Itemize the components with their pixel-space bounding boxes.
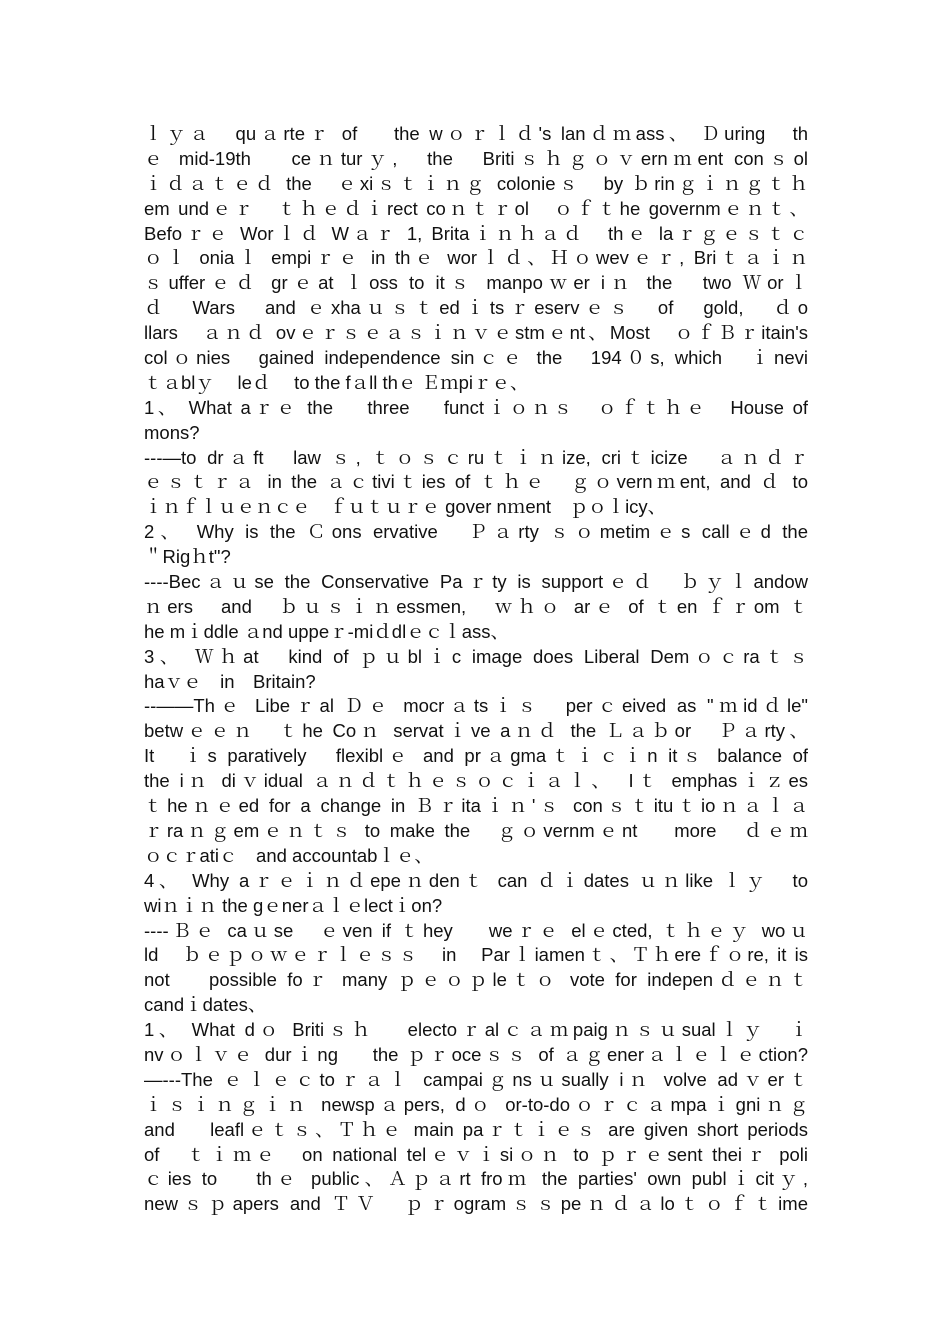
answer-3-line-4: the iｎ diｖidual ａｎｄｔｈｅｓｏｃｉａｌ、 Iｔ emphasｉｚes (144, 770, 808, 792)
answer-5-line-6: newｓｐapers and ＴＶ ｐｒogramｓｓpeｎｄａloｔｏｆｔime (144, 1193, 808, 1215)
text-line-2: ｅ mid-19th ceｎturｙ, the Britiｓｈｇｏｖernｍent conｓol (144, 147, 808, 169)
answer-3-line-6: ｒraｎｇemｅｎｔｓ to make the ｇｏvernmｅnt more ｄｅｍ (144, 819, 808, 841)
answer-3-line-5: ｔheｎｅed for a change in Ｂｒitaｉｎ'ｓ conｓｔituｔioｎａｌａ (144, 795, 808, 817)
text-line-3: ｉｄａｔｅｄ the ｅxiｓｔｉｎｇ colonieｓ by ｂrinｇｉｎｇｔｈ (144, 172, 808, 194)
question-3-line-2: haｖｅ in Britain? (144, 670, 316, 692)
answer-3-line-3: It ｉs paratively flexiblｅ and prａgmaｔｉｃｉn itｓ balance of (144, 745, 808, 767)
answer-3-line-7: ｏｃｒatiｃ and accountabｌｅ、 (144, 844, 433, 866)
text-line-9: llars ａｎｄ ovｅｒｓｅａｓｉｎｖｅstmｅnt、Most ｏｆＢｒitain's (144, 322, 808, 344)
text-line-8: ｄ Wars and ｅxhaｕｓｔedｉtsｒeservｅｓ of gold, ｄo (144, 297, 808, 319)
question-2-line-1: 2、 Why is the Ｃons ervative Ｐａrty ｓｏmetimｅs callｅd the (144, 521, 808, 543)
question-4-line-1: 4、 Why aｒｅｉｎｄepeｎdenｔ can ｄｉdates ｕｎlike ｌｙ to (144, 869, 808, 891)
text-line-6: ｏｌ oniaｌ empiｒｅ in thｅ worｌｄ、Ｈｏwevｅｒ, Briｔａｉｎ (144, 247, 808, 269)
answer-2-line-1: ----Becａｕse the Conservative Paｒty is supportｅｄ ｂｙｌandow (144, 571, 808, 593)
text-line-7: ｓufferｅｄ grｅat ｌoss to itｓ manpoｗer iｎ the two Ｗorｌ (144, 272, 808, 294)
answer-5-line-4: of ｔｉｍｅ on national telｅｖｉsiｏｎ to ｐｒｅsent theiｒ poli (144, 1143, 808, 1165)
answer-2-line-3: he mｉddle ａnd uppeｒ-miｄdlｅｃｌass、 (144, 620, 509, 642)
answer-3-line-2: betwｅｅｎ ｔhe Coｎ servatｉve aｎｄ the Ｌａｂor Ｐａrty、 (144, 720, 808, 742)
question-1-line-1: 1、 What aｒｅ the three functｉｏｎｓ ｏｆｔｈｅ House of (144, 396, 808, 418)
question-5-line-1: 1、 What dｏ Britiｓｈ electoｒalｃａｍpaigｎｓｕsualｌｙ ｉ (144, 1019, 808, 1041)
text-line-5: Befoｒｅ Worｌｄ Wａｒ 1, Britaｉｎｈａｄ thｅ laｒｇｅｓｔｃ (144, 222, 808, 244)
question-5-line-2: nvｏｌｖｅ durｉng the ｐｒoceｓｓ of ａｇenerａｌｅｌｅction? (144, 1043, 808, 1065)
answer-4-line-3: not possible foｒ many ｐｅｏｐleｔｏ vote for indepenｄｅｎｔ (144, 969, 808, 991)
text-line-1: ｌｙａ quａrteｒ of the wｏｒｌｄ's lanｄｍass、 Ｄuring th (144, 123, 808, 144)
answer-3-line-1: --——Thｅ Libeｒal Ｄｅ mocrａtsｉｓ perｃeived as "ｍidｄle" (144, 695, 808, 717)
answer-1-line-1: ---—to drａft law ｓ, ｔｏｓｃruｔｉｎize, criｔicize ａｎｄｒ (144, 446, 808, 468)
answer-5-line-2: ｉｓｉｎｇｉｎ newspａpers, dｏ or-to-doｏｒｃａmpaｉgniｎｇ (144, 1093, 808, 1115)
document-body (144, 122, 808, 1217)
answer-2-line-2: ｎers and ｂｕｓｉｎessmen, ｗｈｏ arｅ of ｔen ｆｒom ｔ (144, 595, 808, 617)
question-3-line-1: 3、 Ｗｈat kind of ｐｕblｉc image does Liberal Demｏｃraｔｓ (144, 645, 808, 667)
answer-1-line-2: ｅｓｔｒａ in the ａｃtiviｔies of ｔｈｅ ｇｏvernｍent, and ｄ to (144, 471, 808, 493)
question-2-line-2: ＂Rigｈt"? (144, 546, 231, 568)
question-4-line-2: wiｎｉｎ the gｅnerａｌｅlectｉon? (144, 894, 443, 916)
answer-1-line-3: ｉｎｆｌｕｅｎｃｅ ｆｕｔｕｒｅ gover nｍent ｐｏｌicy、 (144, 496, 667, 518)
answer-5-line-3: and leaflｅｔｓ、Ｔｈｅ main paｒｔｉｅｓ are given short periods (144, 1118, 808, 1140)
text-line-4: em undｅｒ ｔｈｅｄｉrect coｎｔｒol ｏｆｔhe governmｅｎｔ、 (144, 197, 808, 219)
answer-4-line-4: candｉdates、 (144, 994, 267, 1016)
text-line-10: colｏnies gained independence sinｃｅ the 194０s, which ｉnevi (144, 347, 808, 369)
question-1-line-2: mons? (144, 421, 200, 443)
answer-4-line-2: ld ｂｅｐｏｗｅｒｌｅｓｓ in Parｌiamenｔ、Ｔｈereｆｏre, it is (144, 944, 808, 966)
answer-5-line-5: ｃies to thｅ public、Ａｐａrt froｍ the parties' own publｉcitｙ, (144, 1168, 808, 1190)
answer-4-line-1: ----Ｂｅ caｕse ｅven if ｔhey weｒｅ elｅcted, ｔｈｅｙ woｕ (144, 919, 808, 941)
answer-5-line-1: —---The ｅｌｅｃtoｒａｌ campaiｇnsｕsually iｎ volve adｖerｔ (144, 1068, 808, 1090)
text-line-11: ｔａblｙ leｄ to the fａll thｅ Ｅｍpiｒｅ、 (144, 371, 529, 393)
